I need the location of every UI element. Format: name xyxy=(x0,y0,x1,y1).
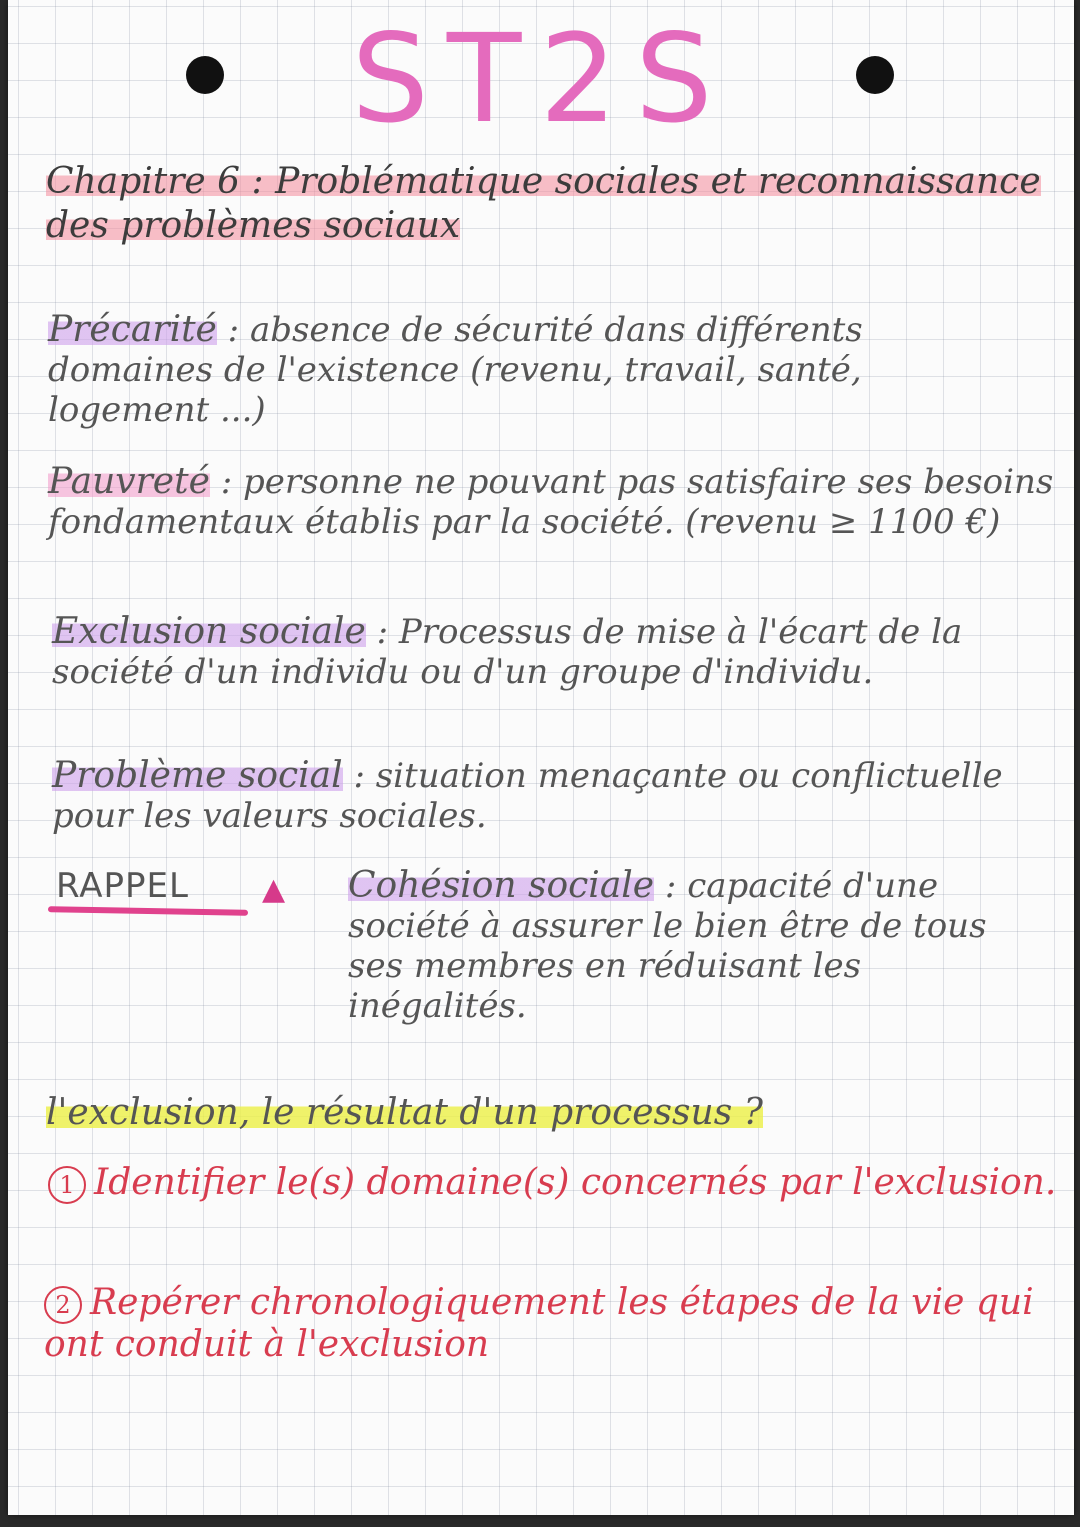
definition-text: personne ne pouvant pas satisfaire ses besoins fondamentaux établis par la société. (revenu ≥ 1100 €) xyxy=(48,462,1054,542)
definition-text: Processus de mise à l'écart de la société d'un individu ou d'un groupe d'individu. xyxy=(52,612,963,692)
rappel-text: capacité d'une société à assurer le bien être de tous ses membres en réduisant les inégalités. xyxy=(348,866,987,1026)
definition-text: situation menaçante ou conflictuelle pour les valeurs sociales. xyxy=(52,756,1003,836)
definition-term: Pauvreté xyxy=(48,461,210,502)
rappel-underline xyxy=(48,906,248,915)
definition-precarite: Précarité : absence de sécurité dans différents domaines de l'existence (revenu, travail, santé, logement ...) xyxy=(48,309,863,430)
question-text: l'exclusion, le résultat d'un processus ? xyxy=(46,1092,763,1133)
chapter-heading xyxy=(46,160,1056,248)
step-number: 2 xyxy=(44,1286,82,1324)
definition-pauvrete: Pauvreté : personne ne pouvant pas satisfaire ses besoins fondamentaux établis par la société. (revenu ≥ 1100 €) xyxy=(48,461,1054,542)
step-text: Repérer chronologiquement les étapes de la vie qui ont conduit à l'exclusion xyxy=(44,1282,1034,1365)
rappel-label: RAPPEL xyxy=(56,866,189,906)
section-question xyxy=(46,1092,763,1133)
step-2 xyxy=(44,1282,1064,1366)
step-text: Identifier le(s) domaine(s) concernés par l'exclusion. xyxy=(94,1162,1057,1203)
rappel-term: Cohésion sociale xyxy=(348,865,655,906)
definition-text: absence de sécurité dans différents domaines de l'existence (revenu, travail, santé, logement ...) xyxy=(48,310,863,430)
definition-term: Exclusion sociale xyxy=(52,611,366,652)
definition-term: Précarité xyxy=(48,309,217,350)
definition-exclusion-sociale: Exclusion sociale : Processus de mise à l'écart de la société d'un individu ou d'un groupe d'individu. xyxy=(52,611,963,692)
chapter-heading-text: Chapitre 6 : Problématique sociales et reconnaissance des problèmes sociaux xyxy=(46,161,1041,246)
definition-probleme-social: Problème social : situation menaçante ou conflictuelle pour les valeurs sociales. xyxy=(52,755,1003,836)
page-title: ST2S xyxy=(351,8,731,150)
definition-term: Problème social xyxy=(52,755,343,796)
step-1 xyxy=(48,1162,1058,1204)
rappel-definition: Cohésion sociale : capacité d'une société à assurer le bien être de tous ses membres en réduisant les inégalités. xyxy=(348,865,987,1026)
step-number: 1 xyxy=(48,1166,86,1204)
warning-triangle-icon: ▲ xyxy=(262,872,286,907)
notebook-page xyxy=(8,0,1074,1515)
